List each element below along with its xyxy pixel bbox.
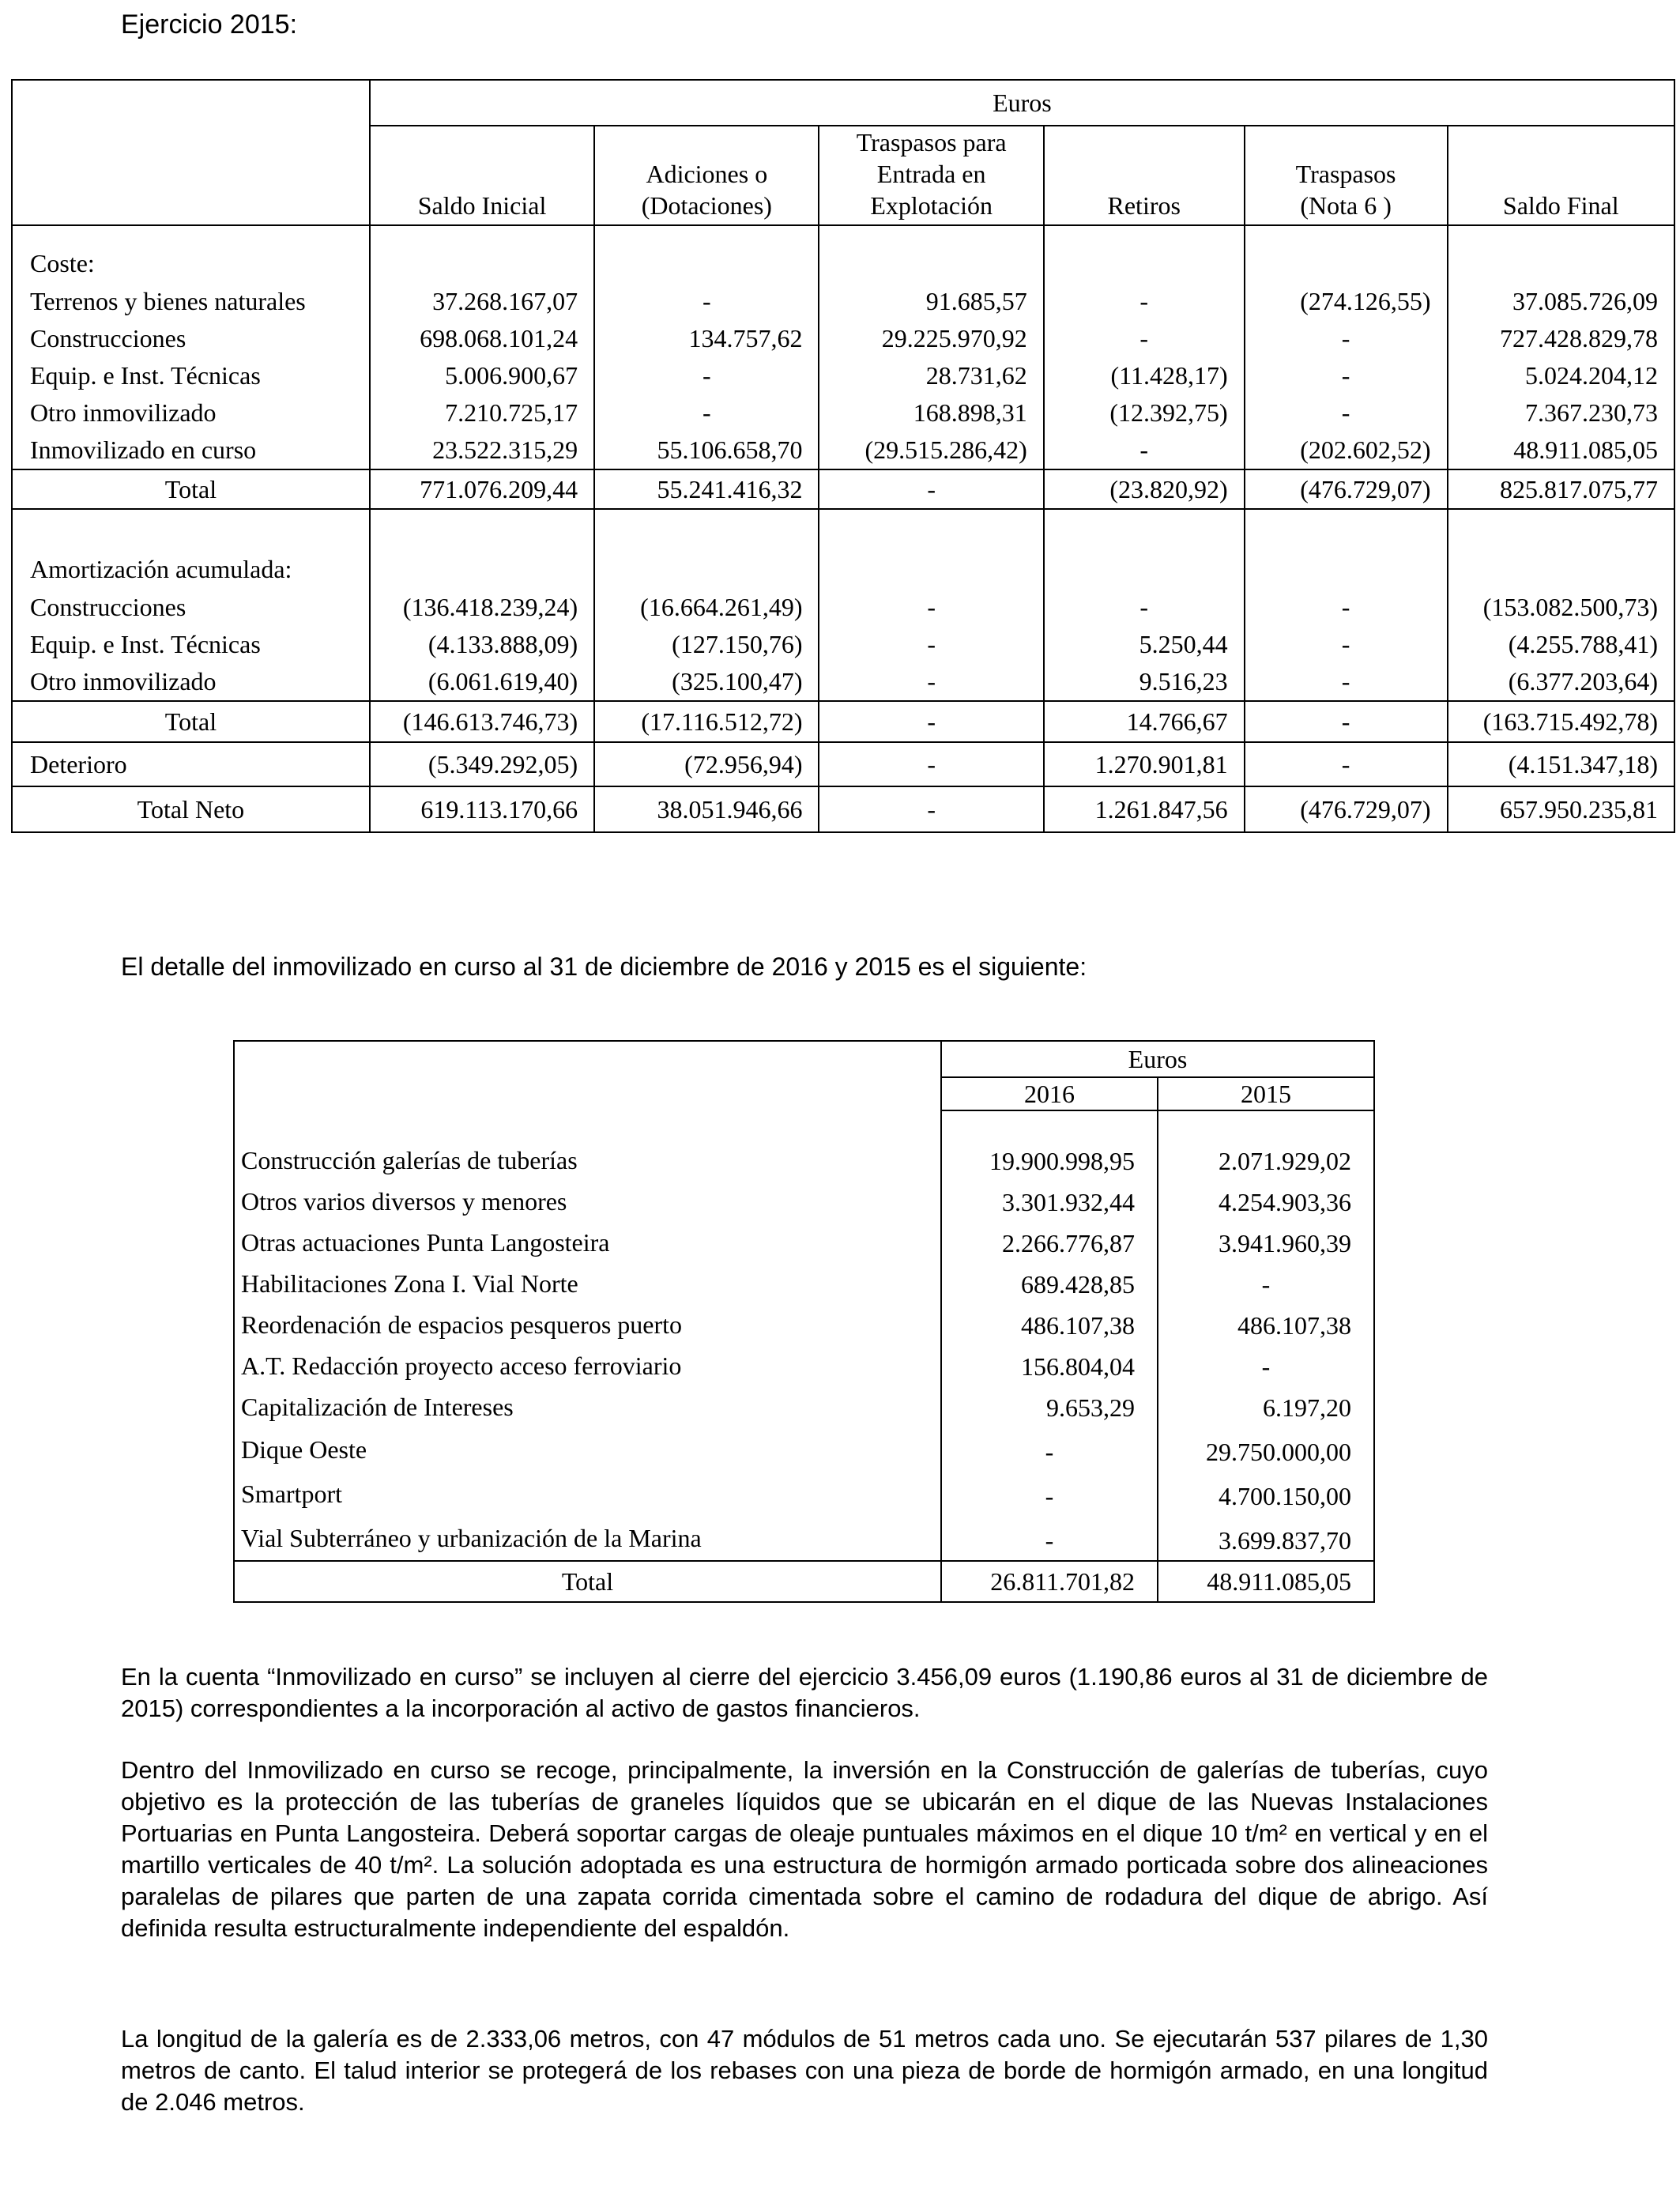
coste-row-value: 7.210.725,17 (370, 394, 594, 432)
amort-spacer (12, 509, 1674, 549)
t2-year-2016: 2016 (941, 1077, 1158, 1110)
t2-row-label: Construcción galerías de tuberías (234, 1140, 941, 1181)
t2-row-label: Reordenación de espacios pesqueros puerto (234, 1304, 941, 1345)
coste-row-value: 37.085.726,09 (1448, 283, 1674, 320)
t2-total-label: Total (234, 1561, 941, 1602)
coste-row-value: (274.126,55) (1245, 283, 1448, 320)
coste-total-row-value: (476.729,07) (1245, 469, 1448, 509)
coste-row (12, 394, 1674, 432)
amort-title-row-cell (370, 549, 594, 589)
amort-row-label: Otro inmovilizado (12, 663, 370, 701)
amort-row-label: Equip. e Inst. Técnicas (12, 626, 370, 663)
amort-row-value: - (1044, 589, 1245, 626)
coste-row-value: 48.911.085,05 (1448, 432, 1674, 469)
t2-row-value-2016: 486.107,38 (941, 1304, 1158, 1345)
table2-intro: El detalle del inmovilizado en curso al 31 de diciembre de 2016 y 2015 es el siguiente: (121, 952, 1087, 981)
t2-row-value-2015: 4.254.903,36 (1158, 1181, 1374, 1222)
amort-title-row-cell (1245, 549, 1448, 589)
total-neto-row-label: Total Neto (12, 786, 370, 832)
t2-euros-header: Euros (941, 1041, 1374, 1077)
total-neto-row-value: 657.950.235,81 (1448, 786, 1674, 832)
t2-row-label: Habilitaciones Zona I. Vial Norte (234, 1263, 941, 1304)
amort-row-value: - (819, 663, 1043, 701)
t2-row-value-2016: 3.301.932,44 (941, 1181, 1158, 1222)
amort-row-value: 5.250,44 (1044, 626, 1245, 663)
t2-row (234, 1472, 1374, 1516)
amort-row-value: (16.664.261,49) (594, 589, 819, 626)
total-neto-row-value: 1.261.847,56 (1044, 786, 1245, 832)
t2-row-value-2016: 689.428,85 (941, 1263, 1158, 1304)
t2-row-value-2015: 2.071.929,02 (1158, 1140, 1374, 1181)
t2-row-value-2016: 9.653,29 (941, 1386, 1158, 1427)
t2-spacer-cell (234, 1110, 941, 1140)
t2-row-value-2015: 3.941.960,39 (1158, 1222, 1374, 1263)
t2-row (234, 1140, 1374, 1181)
total-neto-row-value: (476.729,07) (1245, 786, 1448, 832)
coste-row-value: 7.367.230,73 (1448, 394, 1674, 432)
amort-row-value: (127.150,76) (594, 626, 819, 663)
amort-title-row-cell (819, 549, 1043, 589)
t2-row-value-2015: 29.750.000,00 (1158, 1427, 1374, 1472)
paragraph-1: En la cuenta “Inmovilizado en curso” se incluyen al cierre del ejercicio 3.456,09 euros (1.190,86 euros al 31 de diciembre de 2015) correspondientes a la incorporación al activo de gastos financieros. (121, 1663, 1488, 1722)
t2-total-2016: 26.811.701,82 (941, 1561, 1158, 1602)
coste-spacer-cell (819, 225, 1043, 243)
col-header-traspasos-nota6: Traspasos (Nota 6 ) (1245, 126, 1448, 225)
paragraph-2: Dentro del Inmovilizado en curso se recoge, principalmente, la inversión en la Construcción de galerías de tuberías, cuyo objetivo es la protección de las tuberías de graneles líquidos que se ubicarán en el dique de las Nuevas Instalaciones Portuarias en Punta Langosteira. Deberá soportar cargas de oleaje puntuales máximos en el dique 10 t/m² en vertical y en el martillo verticales de 40 t/m². La solución adoptada es una estructura de hormigón armado porticada sobre dos alineaciones paralelas de pilares que parten de una zapata corrida cimentada sobre el camino de rodadura del dique de abrigo. Así definida resulta estructuralmente independiente del espaldón. (121, 1756, 1488, 1942)
coste-title-row-label: Coste: (12, 243, 370, 283)
t2-row (234, 1345, 1374, 1386)
header-blank-cell (12, 80, 370, 225)
amort-row (12, 663, 1674, 701)
coste-title-row-cell (1044, 243, 1245, 283)
deterioro-row-value: (5.349.292,05) (370, 742, 594, 786)
coste-row-value: - (1044, 432, 1245, 469)
coste-row-value: 23.522.315,29 (370, 432, 594, 469)
amort-title-row-cell (594, 549, 819, 589)
amort-total-row-value: (163.715.492,78) (1448, 701, 1674, 742)
coste-row-value: 698.068.101,24 (370, 320, 594, 357)
coste-row-value: 91.685,57 (819, 283, 1043, 320)
coste-row-value: - (594, 394, 819, 432)
t2-row-value-2015: 486.107,38 (1158, 1304, 1374, 1345)
coste-total-row-value: 771.076.209,44 (370, 469, 594, 509)
amort-spacer-cell (819, 509, 1043, 549)
col-header-retiros: Retiros (1044, 126, 1245, 225)
coste-row-value: (202.602,52) (1245, 432, 1448, 469)
amort-row-value: (6.377.203,64) (1448, 663, 1674, 701)
coste-title-row (12, 243, 1674, 283)
amort-row-value: (153.082.500,73) (1448, 589, 1674, 626)
coste-total-row-label: Total (12, 469, 370, 509)
coste-row-value: - (1044, 320, 1245, 357)
coste-row-value: - (1245, 394, 1448, 432)
deterioro-row-label: Deterioro (12, 742, 370, 786)
coste-row-value: 5.024.204,12 (1448, 357, 1674, 394)
coste-row-label: Terrenos y bienes naturales (12, 283, 370, 320)
t2-row (234, 1181, 1374, 1222)
t2-row-value-2015: - (1158, 1345, 1374, 1386)
t2-row-value-2016: - (941, 1516, 1158, 1561)
coste-row-value: 168.898,31 (819, 394, 1043, 432)
coste-title-row-cell (1245, 243, 1448, 283)
col-header-adiciones: Adiciones o (Dotaciones) (594, 126, 819, 225)
t2-row (234, 1427, 1374, 1472)
deterioro-row-value: (4.151.347,18) (1448, 742, 1674, 786)
amort-row-value: - (1245, 663, 1448, 701)
col-header-saldo-final: Saldo Final (1448, 126, 1674, 225)
coste-total-row (12, 469, 1674, 509)
amort-total-row-value: - (819, 701, 1043, 742)
deterioro-row-value: (72.956,94) (594, 742, 819, 786)
t2-row-value-2015: 6.197,20 (1158, 1386, 1374, 1427)
paragraph-3: La longitud de la galería es de 2.333,06 metros, con 47 módulos de 51 metros cada uno. Se ejecutarán 537 pilares de 1,30 metros de canto. El talud interior se protegerá de los rebases con una pieza de borde de hormigón armado, en una longitud de 2.046 metros. (121, 2025, 1488, 2116)
amort-total-row-value: - (1245, 701, 1448, 742)
t2-row-value-2016: 19.900.998,95 (941, 1140, 1158, 1181)
t2-row (234, 1304, 1374, 1345)
coste-row-value: 5.006.900,67 (370, 357, 594, 394)
coste-row (12, 283, 1674, 320)
section-heading: Ejercicio 2015: (121, 9, 298, 40)
amort-spacer-cell (1448, 509, 1674, 549)
total-neto-row-value: 38.051.946,66 (594, 786, 819, 832)
t2-row-label: Otros varios diversos y menores (234, 1181, 941, 1222)
coste-spacer-cell (594, 225, 819, 243)
coste-row-label: Otro inmovilizado (12, 394, 370, 432)
t2-row (234, 1222, 1374, 1263)
coste-spacer-cell (1044, 225, 1245, 243)
coste-total-row-value: - (819, 469, 1043, 509)
t2-row-label: Otras actuaciones Punta Langosteira (234, 1222, 941, 1263)
t2-spacer-row (234, 1110, 1374, 1140)
amort-title-row-cell (1448, 549, 1674, 589)
amort-spacer-cell (594, 509, 819, 549)
coste-row-value: (12.392,75) (1044, 394, 1245, 432)
amort-row-value: (6.061.619,40) (370, 663, 594, 701)
coste-row-value: 134.757,62 (594, 320, 819, 357)
amort-title-row-cell (1044, 549, 1245, 589)
movements-table-2015 (11, 79, 1675, 833)
amort-row-value: - (819, 626, 1043, 663)
amort-total-row (12, 701, 1674, 742)
amort-row-value: - (1245, 626, 1448, 663)
coste-row (12, 357, 1674, 394)
t2-euros-row (234, 1041, 1374, 1077)
amort-title-row-label: Amortización acumulada: (12, 549, 370, 589)
coste-row (12, 432, 1674, 469)
amort-spacer-cell (1044, 509, 1245, 549)
coste-spacer-cell (1448, 225, 1674, 243)
t2-row-value-2015: 3.699.837,70 (1158, 1516, 1374, 1561)
total-neto-row-value: 619.113.170,66 (370, 786, 594, 832)
t2-year-2015: 2015 (1158, 1077, 1374, 1110)
deterioro-row (12, 742, 1674, 786)
t2-row-label: Vial Subterráneo y urbanización de la Marina (234, 1516, 941, 1561)
coste-title-row-cell (819, 243, 1043, 283)
coste-total-row-value: 55.241.416,32 (594, 469, 819, 509)
t2-row-value-2016: - (941, 1427, 1158, 1472)
t2-row-value-2015: - (1158, 1263, 1374, 1304)
t2-header-blank (234, 1041, 941, 1110)
deterioro-row-value: - (1245, 742, 1448, 786)
coste-spacer-cell (370, 225, 594, 243)
coste-row-value: - (594, 357, 819, 394)
amort-spacer-cell (370, 509, 594, 549)
amort-row-value: (325.100,47) (594, 663, 819, 701)
coste-row-value: - (1245, 320, 1448, 357)
t2-total-row (234, 1561, 1374, 1602)
amort-row (12, 589, 1674, 626)
coste-row-label: Inmovilizado en curso (12, 432, 370, 469)
total-neto-row-value: - (819, 786, 1043, 832)
amort-row-value: - (1245, 589, 1448, 626)
amort-row-value: 9.516,23 (1044, 663, 1245, 701)
t2-total-2015: 48.911.085,05 (1158, 1561, 1374, 1602)
amort-total-row-value: (17.116.512,72) (594, 701, 819, 742)
total-neto-row (12, 786, 1674, 832)
coste-row-value: 37.268.167,07 (370, 283, 594, 320)
coste-row-value: (29.515.286,42) (819, 432, 1043, 469)
t2-row-value-2016: 2.266.776,87 (941, 1222, 1158, 1263)
t2-row-label: Capitalización de Intereses (234, 1386, 941, 1427)
euros-header-row (12, 80, 1674, 126)
coste-title-row-cell (1448, 243, 1674, 283)
t2-spacer-cell (1158, 1110, 1374, 1140)
coste-row-value: - (594, 283, 819, 320)
amort-total-row-value: (146.613.746,73) (370, 701, 594, 742)
amort-spacer-cell (1245, 509, 1448, 549)
amort-total-row-label: Total (12, 701, 370, 742)
amort-row-label: Construcciones (12, 589, 370, 626)
coste-spacer-cell (1245, 225, 1448, 243)
coste-row-value: 727.428.829,78 (1448, 320, 1674, 357)
coste-row (12, 320, 1674, 357)
coste-spacer (12, 225, 1674, 243)
coste-total-row-value: (23.820,92) (1044, 469, 1245, 509)
deterioro-row-value: 1.270.901,81 (1044, 742, 1245, 786)
amort-total-row-value: 14.766,67 (1044, 701, 1245, 742)
coste-row-value: - (1044, 283, 1245, 320)
amort-spacer-cell (12, 509, 370, 549)
t2-row (234, 1386, 1374, 1427)
t2-row (234, 1263, 1374, 1304)
coste-row-value: 28.731,62 (819, 357, 1043, 394)
t2-row (234, 1516, 1374, 1561)
coste-row-value: (11.428,17) (1044, 357, 1245, 394)
coste-title-row-cell (370, 243, 594, 283)
t2-row-value-2016: - (941, 1472, 1158, 1516)
coste-spacer-cell (12, 225, 370, 243)
coste-total-row-value: 825.817.075,77 (1448, 469, 1674, 509)
t2-row-label: Dique Oeste (234, 1427, 941, 1472)
t2-row-value-2015: 4.700.150,00 (1158, 1472, 1374, 1516)
t2-row-label: A.T. Redacción proyecto acceso ferroviario (234, 1345, 941, 1386)
amort-title-row (12, 549, 1674, 589)
coste-title-row-cell (594, 243, 819, 283)
coste-row-value: 29.225.970,92 (819, 320, 1043, 357)
t2-spacer-cell (941, 1110, 1158, 1140)
amort-row-value: (4.255.788,41) (1448, 626, 1674, 663)
col-header-saldo-inicial: Saldo Inicial (370, 126, 594, 225)
coste-row-value: 55.106.658,70 (594, 432, 819, 469)
coste-row-value: - (1245, 357, 1448, 394)
construction-in-progress-table (233, 1040, 1375, 1603)
amort-row-value: (4.133.888,09) (370, 626, 594, 663)
t2-row-value-2016: 156.804,04 (941, 1345, 1158, 1386)
euros-header: Euros (370, 80, 1674, 126)
col-header-traspasos-explotacion: Traspasos para Entrada en Explotación (819, 126, 1043, 225)
deterioro-row-value: - (819, 742, 1043, 786)
t2-row-label: Smartport (234, 1472, 941, 1516)
amort-row-value: - (819, 589, 1043, 626)
coste-row-label: Construcciones (12, 320, 370, 357)
amort-row-value: (136.418.239,24) (370, 589, 594, 626)
amort-row (12, 626, 1674, 663)
coste-row-label: Equip. e Inst. Técnicas (12, 357, 370, 394)
